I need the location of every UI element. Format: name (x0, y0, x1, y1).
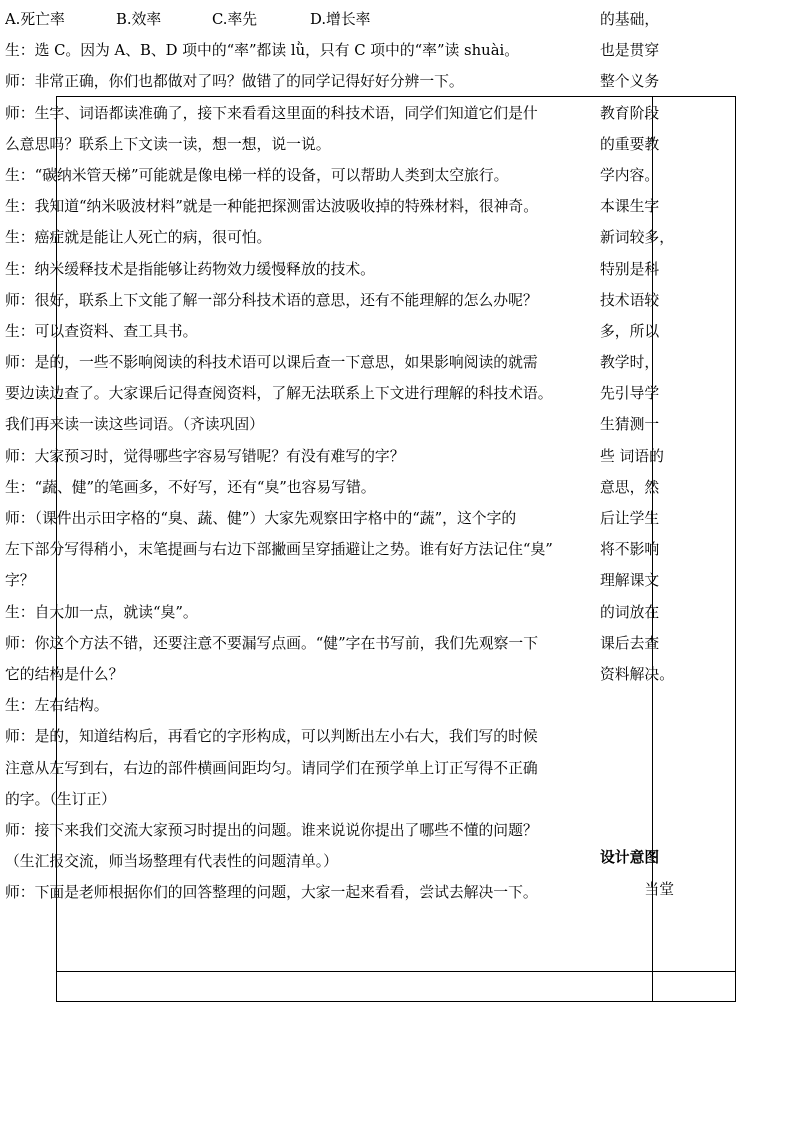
dialogue-line: 师：生字、词语都读准确了，接下来看看这里面的科技术语，同学们知道它们是什 (5, 104, 538, 122)
side-note-line: 后让学生 (600, 510, 660, 527)
row-divider (57, 971, 735, 972)
answer-options (5, 4, 593, 35)
dialogue-line: 生：可以查资料、查工具书。 (5, 322, 198, 340)
dialogue-line: 师：（课件出示田字格的“臭、蔬、健”）大家先观察田字格中的“蔬”，这个字的 (5, 510, 517, 527)
side-note-line: 课后去查 (600, 634, 660, 652)
side-notes (600, 4, 678, 690)
dialogue-line: 要边读边查了。大家课后记得查阅资料，了解无法联系上下文进行理解的科技术语。 (5, 385, 553, 403)
design-intent-text: 当堂 (644, 881, 674, 898)
side-note-line: 的词放在 (600, 603, 660, 621)
dialogue-line: 生：“碳纳米管天梯”可能就是像电梯一样的设备，可以帮助人类到太空旅行。 (5, 166, 509, 184)
design-intent-column (600, 4, 678, 690)
side-note-line: 技术语较 (600, 291, 660, 309)
dialogue-line: 师：接下来我们交流大家预习时提出的问题。谁来说说你提出了哪些不懂的问题？ (5, 821, 538, 839)
dialogue-line: 左下部分写得稍小，末笔提画与右边下部撇画呈穿插避让之势。谁有好方法记住“臭” (5, 541, 553, 559)
dialogue-line: 它的结构是什么？ (5, 665, 124, 683)
option-b: B.效率 (116, 11, 162, 28)
dialogue-line: 生：纳米缓释技术是指能够让药物效力缓慢释放的技术。 (5, 260, 375, 278)
dialogue-line: 师：大家预习时，觉得哪些字容易写错呢？有没有难写的字？ (5, 447, 405, 465)
option-d: D.增长率 (310, 11, 371, 28)
side-note-line: 资料解决。 (600, 665, 674, 683)
dialogue-line: 师：下面是老师根据你们的回答整理的问题，大家一起来看看，尝试去解决一下。 (5, 884, 538, 902)
dialogue-line: 师：是的，知道结构后，再看它的字形构成，可以判断出左小右大，我们写的时候 (5, 728, 538, 746)
side-note-line: 的基础， (600, 11, 660, 28)
dialogue-line: 生：选 C。因为 A、B、D 项中的“率”都读 lǜ，只有 C 项中的“率”读 shuài。 (5, 42, 520, 60)
side-note-line: 新词较多， (600, 229, 674, 247)
side-note-line: 些 词语的 (600, 447, 664, 465)
dialogue-line: 师：非常正确，你们也都做对了吗？做错了的同学记得好好分辨一下。 (5, 73, 464, 91)
design-intent-title: 设计意图 (600, 849, 660, 866)
option-c: C.率先 (212, 11, 258, 28)
dialogue-line: 生：我知道“纳米吸波材料”就是一种能把探测雷达波吸收掉的特殊材料，很神奇。 (5, 198, 539, 216)
side-note-line: 教育阶段 (600, 104, 660, 122)
side-note-line: 学内容。 (600, 166, 660, 184)
dialogue-line: 么意思吗？联系上下文读一读，想一想，说一说。 (5, 135, 331, 153)
option-a: A.死亡率 (5, 11, 65, 28)
dialogue-line: 注意从左写到右，右边的部件横画间距均匀。请同学们在预学单上订正写得不正确 (5, 759, 538, 777)
dialogue-line: 师：你这个方法不错，还要注意不要漏写点画。“健”字在书写前，我们先观察一下 (5, 634, 539, 652)
side-note-line: 生猜测一 (600, 416, 660, 434)
side-note-line: 也是贯穿 (600, 42, 660, 60)
side-note-line: 整个义务 (600, 73, 660, 91)
side-note-line: 先引导学 (600, 385, 660, 403)
dialogue-line: 我们再来读一读这些词语。（齐读巩固） (5, 416, 264, 434)
dialogue-line: 师：是的，一些不影响阅读的科技术语可以课后查一下意思，如果影响阅读的就需 (5, 354, 538, 372)
side-note-line: 的重要教 (600, 135, 660, 153)
dialogue-line: 生：癌症就是能让人死亡的病，很可怕。 (5, 229, 272, 247)
dialogue-line: 师：很好，联系上下文能了解一部分科技术语的意思，还有不能理解的怎么办呢？ (5, 291, 538, 309)
dialogue-line: （生汇报交流，师当场整理有代表性的问题清单。） (5, 853, 338, 871)
side-note-line: 特别是科 (600, 260, 660, 278)
teaching-process-column (5, 4, 593, 908)
dialogue (5, 35, 593, 908)
dialogue-line: 生：“蔬、健”的笔画多，不好写，还有“臭”也容易写错。 (5, 478, 376, 496)
dialogue-line: 生：左右结构。 (5, 697, 109, 715)
side-note-line: 多，所以 (600, 322, 660, 340)
side-note-line: 理解课文 (600, 572, 660, 590)
dialogue-line: 字？ (5, 572, 35, 590)
dialogue-line: 生：自大加一点，就读“臭”。 (5, 603, 198, 621)
side-note-line: 将不影响 (600, 541, 660, 559)
side-note-line: 意思，然 (600, 478, 660, 496)
side-note-line: 教学时， (600, 354, 660, 372)
dialogue-line: 的字。（生订正） (5, 790, 116, 808)
side-note-line: 本课生字 (600, 198, 660, 216)
